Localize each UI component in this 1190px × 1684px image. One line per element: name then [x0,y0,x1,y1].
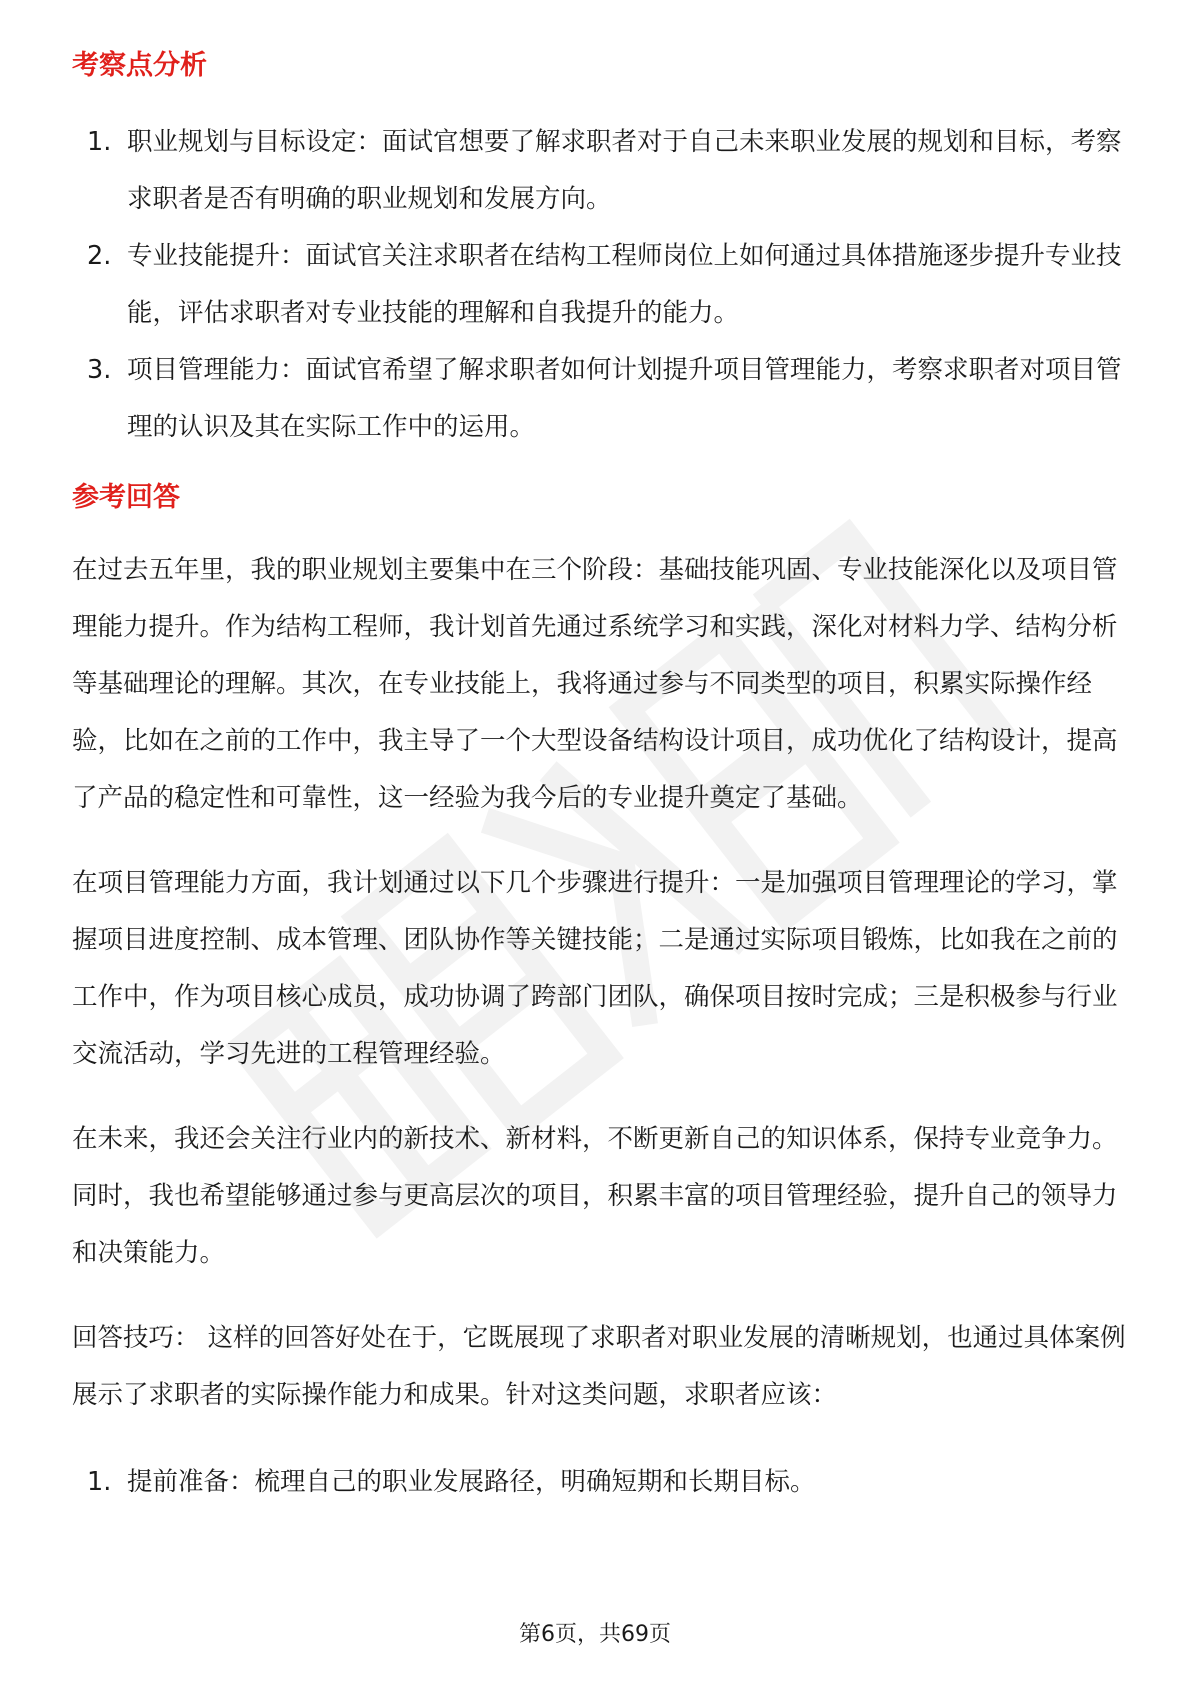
analysis-list [72,114,1127,456]
list-number: 1. [87,1467,112,1497]
list-item [72,228,1127,342]
list-number: 1. [87,127,112,157]
list-item [72,342,1127,456]
list-number: 3. [87,355,112,385]
list-item-text: 提前准备：梳理自己的职业发展路径，明确短期和长期目标。 [127,1467,816,1497]
section-title-answer: 参考回答 [72,482,180,513]
section-title-analysis: 考察点分析 [72,50,207,81]
answer-paragraph: 在过去五年里，我的职业规划主要集中在三个阶段：基础技能巩固、专业技能深化以及项目管理能力提升。作为结构工程师，我计划首先通过系统学习和实践，深化对材料力学、结构分析等基础理论的理解。其次，在专业技能上，我将通过参与不同类型的项目，积累实际操作经验，比如在之前的工作中，我主导了一个大型设备结构设计项目，成功优化了结构设计，提高了产品的稳定性和可靠性，这一经验为我今后的专业提升奠定了基础。 [72,555,1118,813]
answer-paragraph: 在未来，我还会关注行业内的新技术、新材料，不断更新自己的知识体系，保持专业竞争力。同时，我也希望能够通过参与更高层次的项目，积累丰富的项目管理经验，提升自己的领导力和决策能力。 [72,1124,1118,1268]
list-item [72,114,1127,228]
answer-paragraph: 在项目管理能力方面，我计划通过以下几个步骤进行提升：一是加强项目管理理论的学习，掌握项目进度控制、成本管理、团队协作等关键技能；二是通过实际项目锻炼，比如我在之前的工作中，作为项目核心成员，成功协调了跨部门团队，确保项目按时完成；三是积极参与行业交流活动，学习先进的工程管理经验。 [72,868,1118,1069]
page-number: 第6页，共69页 [519,1622,671,1647]
list-number: 2. [87,241,112,271]
list-item-text: 项目管理能力：面试官希望了解求职者如何计划提升项目管理能力，考察求职者对项目管理的认识及其在实际工作中的运用。 [127,355,1122,442]
list-item [72,1454,1127,1511]
tips-list [72,1454,1127,1511]
main-content [72,46,1127,1511]
list-item-text: 专业技能提升：面试官关注求职者在结构工程师岗位上如何通过具体措施逐步提升专业技能，评估求职者对专业技能的理解和自我提升的能力。 [127,241,1122,328]
tips-intro-paragraph: 回答技巧： 这样的回答好处在于，它既展现了求职者对职业发展的清晰规划，也通过具体案例展示了求职者的实际操作能力和成果。针对这类问题，求职者应该： [72,1323,1126,1410]
list-item-text: 职业规划与目标设定：面试官想要了解求职者对于自己未来职业发展的规划和目标，考察求职者是否有明确的职业规划和发展方向。 [127,127,1122,214]
